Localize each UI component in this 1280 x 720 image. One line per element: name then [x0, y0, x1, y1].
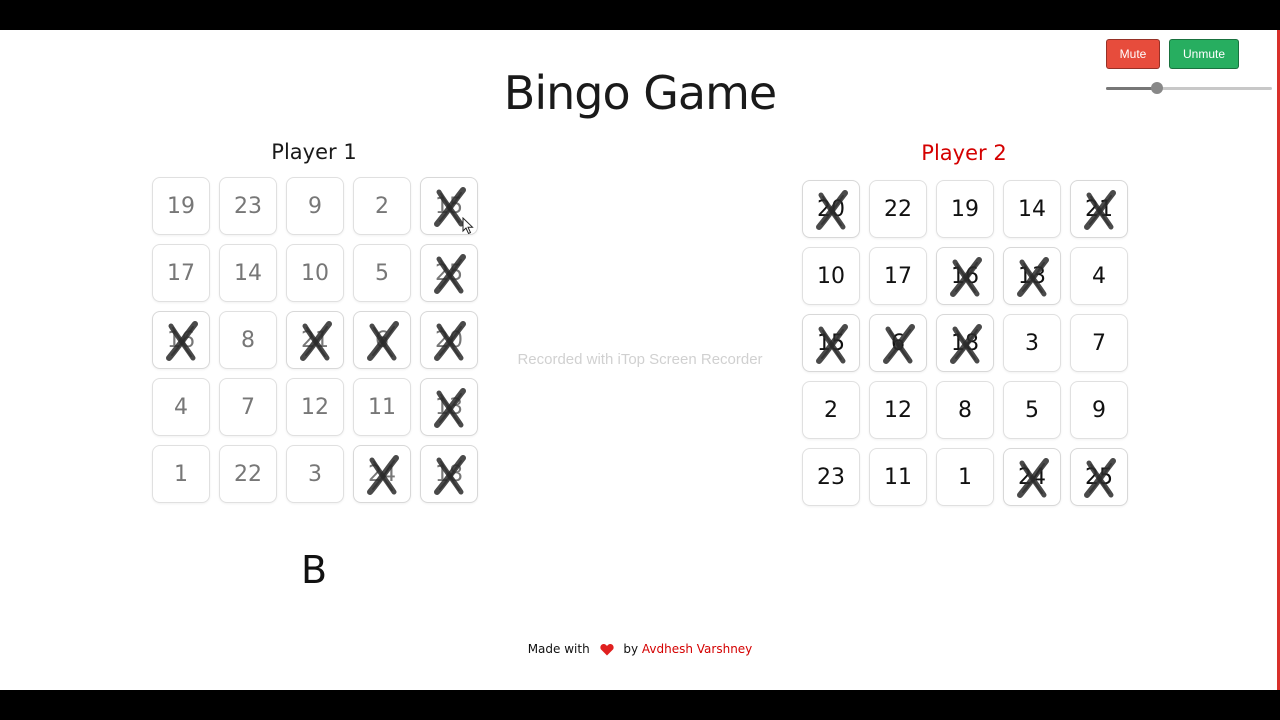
- cell-number: 23: [234, 193, 262, 219]
- cell-number: 21: [1085, 196, 1113, 222]
- player1-cell[interactable]: [353, 177, 411, 235]
- heart-icon: [600, 643, 614, 659]
- player1-cell[interactable]: [219, 378, 277, 436]
- cell-number: 7: [241, 394, 255, 420]
- cell-number: 24: [368, 461, 396, 487]
- cell-number: 1: [174, 461, 188, 487]
- player2-cell[interactable]: [869, 180, 927, 238]
- mute-button[interactable]: Mute: [1106, 39, 1160, 69]
- player1-cell[interactable]: [286, 378, 344, 436]
- player2-cell[interactable]: [1003, 180, 1061, 238]
- player2-cell[interactable]: [869, 448, 927, 506]
- bingo-progress: B: [300, 548, 328, 592]
- unmute-button[interactable]: Unmute: [1169, 39, 1239, 69]
- cell-number: 24: [1018, 464, 1046, 490]
- cell-number: 18: [951, 330, 979, 356]
- player1-cell[interactable]: [420, 445, 478, 503]
- cell-number: 4: [174, 394, 188, 420]
- cell-number: 17: [884, 263, 912, 289]
- player1-cell[interactable]: [353, 445, 411, 503]
- cell-number: 22: [884, 196, 912, 222]
- cell-number: 6: [375, 327, 389, 353]
- page-title: Bingo Game: [503, 66, 777, 120]
- player1-cell[interactable]: [420, 244, 478, 302]
- player2-cell[interactable]: [936, 247, 994, 305]
- player1-cell[interactable]: [420, 177, 478, 235]
- cell-number: 3: [1025, 330, 1039, 356]
- cell-number: 8: [958, 397, 972, 423]
- player2-cell[interactable]: [1070, 247, 1128, 305]
- player2-cell[interactable]: [1070, 180, 1128, 238]
- footer-made-with: Made with: [527, 642, 590, 656]
- cell-number: 25: [435, 260, 463, 286]
- player1-cell[interactable]: [353, 244, 411, 302]
- footer: [0, 642, 1280, 659]
- player1-label: Player 1: [271, 140, 357, 164]
- cell-number: 13: [1018, 263, 1046, 289]
- cell-number: 9: [308, 193, 322, 219]
- cell-number: 19: [167, 193, 195, 219]
- cell-number: 10: [301, 260, 329, 286]
- cell-number: 20: [435, 327, 463, 353]
- player2-cell[interactable]: [1003, 381, 1061, 439]
- cell-number: 17: [167, 260, 195, 286]
- player2-cell[interactable]: [802, 247, 860, 305]
- cell-number: 11: [884, 464, 912, 490]
- cell-number: 15: [435, 193, 463, 219]
- player1-cell[interactable]: [219, 445, 277, 503]
- player2-board: [802, 180, 1128, 506]
- cell-number: 9: [1092, 397, 1106, 423]
- cell-number: 4: [1092, 263, 1106, 289]
- author-link[interactable]: Avdhesh Varshney: [641, 642, 753, 656]
- player2-cell[interactable]: [869, 381, 927, 439]
- cell-number: 16: [951, 263, 979, 289]
- player2-cell[interactable]: [936, 381, 994, 439]
- cell-number: 13: [435, 394, 463, 420]
- player1-board: [152, 177, 478, 503]
- cell-number: 12: [301, 394, 329, 420]
- player1-cell[interactable]: [286, 445, 344, 503]
- player1-cell[interactable]: [286, 244, 344, 302]
- cell-number: 6: [891, 330, 905, 356]
- cell-number: 12: [884, 397, 912, 423]
- player2-cell[interactable]: [802, 381, 860, 439]
- cell-number: 18: [435, 461, 463, 487]
- cell-number: 14: [234, 260, 262, 286]
- cell-number: 20: [817, 196, 845, 222]
- player1-cell[interactable]: [219, 177, 277, 235]
- cell-number: 8: [241, 327, 255, 353]
- footer-by: by: [623, 642, 639, 656]
- cell-number: 11: [368, 394, 396, 420]
- player1-cell[interactable]: [152, 244, 210, 302]
- player2-cell[interactable]: [869, 247, 927, 305]
- cell-number: 7: [1092, 330, 1106, 356]
- player1-cell[interactable]: [219, 244, 277, 302]
- cell-number: 5: [1025, 397, 1039, 423]
- recorder-watermark: Recorded with iTop Screen Recorder: [517, 351, 763, 368]
- cell-number: 14: [1018, 196, 1046, 222]
- cell-number: 16: [167, 327, 195, 353]
- player1-cell[interactable]: [152, 177, 210, 235]
- player2-cell[interactable]: [936, 448, 994, 506]
- player2-cell[interactable]: [1003, 448, 1061, 506]
- cell-number: 25: [1085, 464, 1113, 490]
- cell-number: 5: [375, 260, 389, 286]
- player2-cell[interactable]: [1003, 247, 1061, 305]
- player2-label: Player 2: [921, 141, 1007, 165]
- player1-cell[interactable]: [286, 177, 344, 235]
- game-page: [0, 30, 1280, 690]
- cell-number: 2: [824, 397, 838, 423]
- player1-cell[interactable]: [353, 378, 411, 436]
- cell-number: 2: [375, 193, 389, 219]
- cell-number: 19: [951, 196, 979, 222]
- cell-number: 10: [817, 263, 845, 289]
- player2-cell[interactable]: [802, 180, 860, 238]
- player2-cell[interactable]: [936, 180, 994, 238]
- player1-cell[interactable]: [420, 378, 478, 436]
- player1-cell[interactable]: [152, 378, 210, 436]
- cell-number: 23: [817, 464, 845, 490]
- cell-number: 15: [817, 330, 845, 356]
- player1-cell[interactable]: [152, 445, 210, 503]
- cell-number: 3: [308, 461, 322, 487]
- player2-cell[interactable]: [1070, 381, 1128, 439]
- cell-number: 1: [958, 464, 972, 490]
- cell-number: 22: [234, 461, 262, 487]
- player2-cell[interactable]: [1070, 448, 1128, 506]
- player2-cell[interactable]: [802, 448, 860, 506]
- cell-number: 21: [301, 327, 329, 353]
